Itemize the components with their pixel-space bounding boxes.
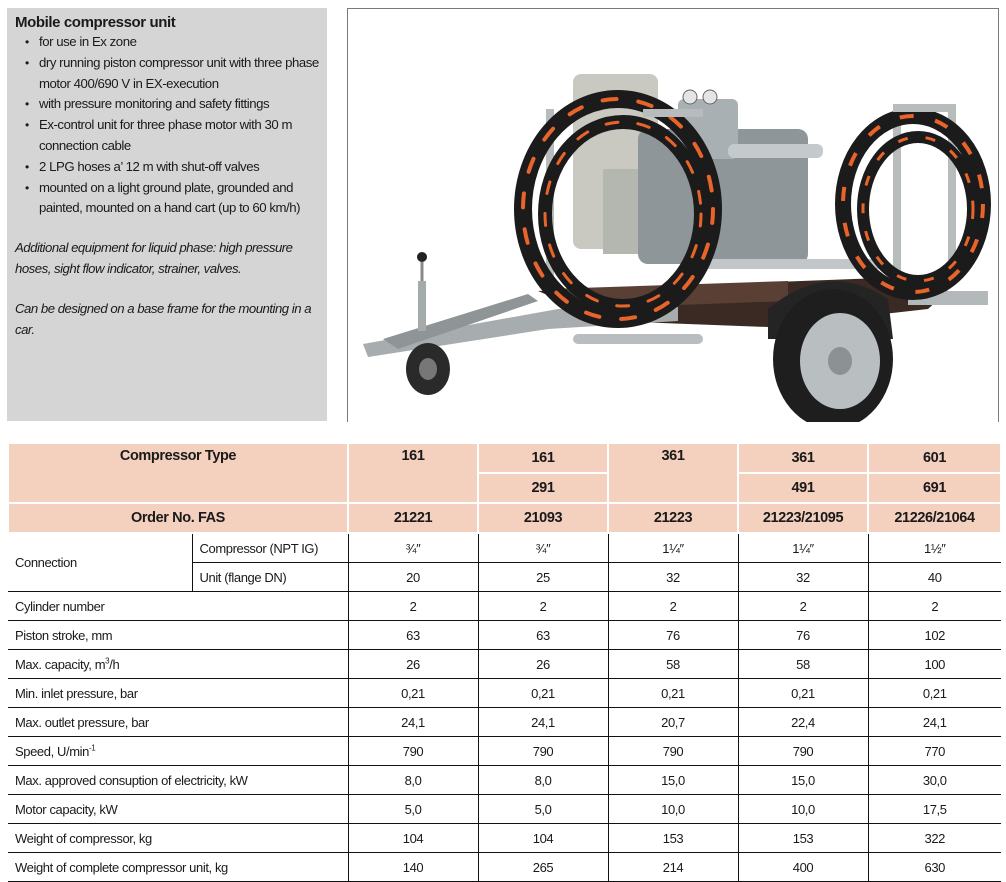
row-sublabel: Unit (flange DN) [192, 563, 348, 592]
value-cell: 0,21 [608, 679, 738, 708]
value-cell: 63 [348, 621, 478, 650]
row-label [8, 592, 348, 621]
header-row-order [8, 503, 1001, 533]
type-cell: 361 [608, 443, 738, 503]
feature-list [15, 32, 319, 219]
order-cell: 21226/21064 [868, 503, 1001, 533]
row-label-text: Motor capacity, kW [15, 801, 118, 817]
value-cell: 32 [738, 563, 868, 592]
table-row [8, 533, 1001, 563]
value-cell: 790 [348, 737, 478, 766]
pressure-gauge [683, 90, 697, 104]
pipe [728, 144, 823, 158]
value-cell: 1¼″ [608, 533, 738, 563]
value-cell: 25 [478, 563, 608, 592]
wheel-hub [828, 347, 852, 375]
connection-label: Connection [8, 533, 192, 592]
type-cell: 491 [738, 473, 868, 503]
spec-table [7, 442, 1002, 882]
value-cell: 63 [478, 621, 608, 650]
value-cell: 0,21 [738, 679, 868, 708]
order-cell: 21223 [608, 503, 738, 533]
value-cell: 24,1 [868, 708, 1001, 737]
value-cell: ¾″ [348, 533, 478, 563]
order-cell: 21221 [348, 503, 478, 533]
table-row [8, 766, 1001, 795]
value-cell: 22,4 [738, 708, 868, 737]
row-label [8, 737, 348, 766]
row-label [8, 853, 348, 882]
pressure-gauge [703, 90, 717, 104]
value-cell: 8,0 [348, 766, 478, 795]
value-cell: 153 [738, 824, 868, 853]
value-cell: 40 [868, 563, 1001, 592]
row-label-suffix: /h [109, 656, 120, 672]
value-cell: 8,0 [478, 766, 608, 795]
value-cell: 5,0 [348, 795, 478, 824]
value-cell: 790 [478, 737, 608, 766]
row-label-superscript: -1 [88, 743, 96, 753]
value-cell: 100 [868, 650, 1001, 679]
description-panel [7, 8, 327, 421]
value-cell: 15,0 [608, 766, 738, 795]
value-cell: 32 [608, 563, 738, 592]
value-cell: 790 [738, 737, 868, 766]
row-label [8, 766, 348, 795]
order-no-label: Order No. FAS [8, 503, 348, 533]
type-cell: 601 [868, 443, 1001, 473]
value-cell: 0,21 [868, 679, 1001, 708]
table-row [8, 708, 1001, 737]
compressor-type-label: Compressor Type [8, 443, 348, 503]
value-cell: ¾″ [478, 533, 608, 563]
value-cell: 26 [348, 650, 478, 679]
value-cell: 76 [738, 621, 868, 650]
value-cell: 58 [608, 650, 738, 679]
row-sublabel: Compressor (NPT IG) [192, 533, 348, 563]
row-label-text: Min. inlet pressure, bar [15, 685, 138, 701]
value-cell: 20 [348, 563, 478, 592]
value-cell: 2 [348, 592, 478, 621]
value-cell: 10,0 [738, 795, 868, 824]
value-cell: 0,21 [348, 679, 478, 708]
mounting-note: Can be designed on a base frame for the mounting in a car. [15, 300, 312, 337]
row-label-text: Weight of complete compressor unit, kg [15, 859, 228, 875]
jockey-wheel-hub [419, 358, 437, 380]
type-cell: 361 [738, 443, 868, 473]
value-cell: 76 [608, 621, 738, 650]
feature-item: • with pressure monitoring and safety fittings [25, 94, 319, 115]
type-cell: 291 [478, 473, 608, 503]
product-photo [347, 8, 999, 422]
value-cell: 140 [348, 853, 478, 882]
value-cell: 770 [868, 737, 1001, 766]
value-cell: 2 [608, 592, 738, 621]
row-label-text: Piston stroke, mm [15, 627, 113, 643]
type-cell: 691 [868, 473, 1001, 503]
value-cell: 2 [738, 592, 868, 621]
order-cell: 21223/21095 [738, 503, 868, 533]
feature-item: • mounted on a light ground plate, grounded and painted, mounted on a hand cart (up to 60 km/h) [25, 178, 319, 220]
row-label [8, 650, 348, 679]
value-cell: 5,0 [478, 795, 608, 824]
type-cell: 161 [478, 443, 608, 473]
value-cell: 17,5 [868, 795, 1001, 824]
value-cell: 214 [608, 853, 738, 882]
value-cell: 1½″ [868, 533, 1001, 563]
value-cell: 400 [738, 853, 868, 882]
hose-coil-right [843, 116, 983, 292]
row-label-text: Speed, U/min [15, 743, 89, 759]
hose-bracket [643, 109, 703, 117]
value-cell: 24,1 [478, 708, 608, 737]
frame-upright [893, 104, 901, 284]
row-label [8, 621, 348, 650]
row-label-text: Max. approved consuption of electricity, kW [15, 772, 248, 788]
value-cell: 1¼″ [738, 533, 868, 563]
row-label-text: Max. capacity, m [15, 656, 106, 672]
value-cell: 0,21 [478, 679, 608, 708]
table-row [8, 737, 1001, 766]
row-label-superscript: 3 [105, 656, 110, 666]
value-cell: 153 [608, 824, 738, 853]
value-cell: 102 [868, 621, 1001, 650]
table-row [8, 824, 1001, 853]
table-row [8, 592, 1001, 621]
value-cell: 2 [478, 592, 608, 621]
feature-item: • 2 LPG hoses a’ 12 m with shut-off valves [25, 157, 319, 178]
row-label-text: Max. outlet pressure, bar [15, 714, 149, 730]
hose-bracket [893, 104, 956, 112]
value-cell: 104 [348, 824, 478, 853]
row-label-text: Weight of compressor, kg [15, 830, 152, 846]
feature-item: • dry running piston compressor unit with three phase motor 400/690 V in EX-execution [25, 53, 319, 95]
table-row [8, 795, 1001, 824]
jockey-stand [418, 281, 426, 331]
table-row [8, 679, 1001, 708]
additional-equipment-note: Additional equipment for liquid phase: high pressure hoses, sight flow indicator, strainer, valves. [15, 240, 293, 276]
row-label-text: Cylinder number [15, 598, 105, 614]
value-cell: 15,0 [738, 766, 868, 795]
order-cell: 21093 [478, 503, 608, 533]
crank-handle [417, 252, 427, 262]
value-cell: 322 [868, 824, 1001, 853]
feature-item: • for use in Ex zone [25, 32, 319, 53]
type-cell: 161 [348, 443, 478, 503]
table-row [8, 621, 1001, 650]
header-row-type [8, 443, 1001, 473]
value-cell: 630 [868, 853, 1001, 882]
value-cell: 58 [738, 650, 868, 679]
value-cell: 10,0 [608, 795, 738, 824]
value-cell: 2 [868, 592, 1001, 621]
compressor-trailer-illustration [348, 9, 998, 422]
table-row [8, 853, 1001, 882]
value-cell: 20,7 [608, 708, 738, 737]
row-label [8, 708, 348, 737]
support-tube [573, 334, 703, 344]
value-cell: 26 [478, 650, 608, 679]
value-cell: 30,0 [868, 766, 1001, 795]
row-label [8, 679, 348, 708]
row-label [8, 824, 348, 853]
value-cell: 104 [478, 824, 608, 853]
value-cell: 790 [608, 737, 738, 766]
row-label [8, 795, 348, 824]
feature-item: • Ex-control unit for three phase motor with 30 m connection cable [25, 115, 319, 157]
value-cell: 24,1 [348, 708, 478, 737]
product-title: Mobile compressor unit [15, 14, 176, 31]
table-row [8, 650, 1001, 679]
value-cell: 265 [478, 853, 608, 882]
